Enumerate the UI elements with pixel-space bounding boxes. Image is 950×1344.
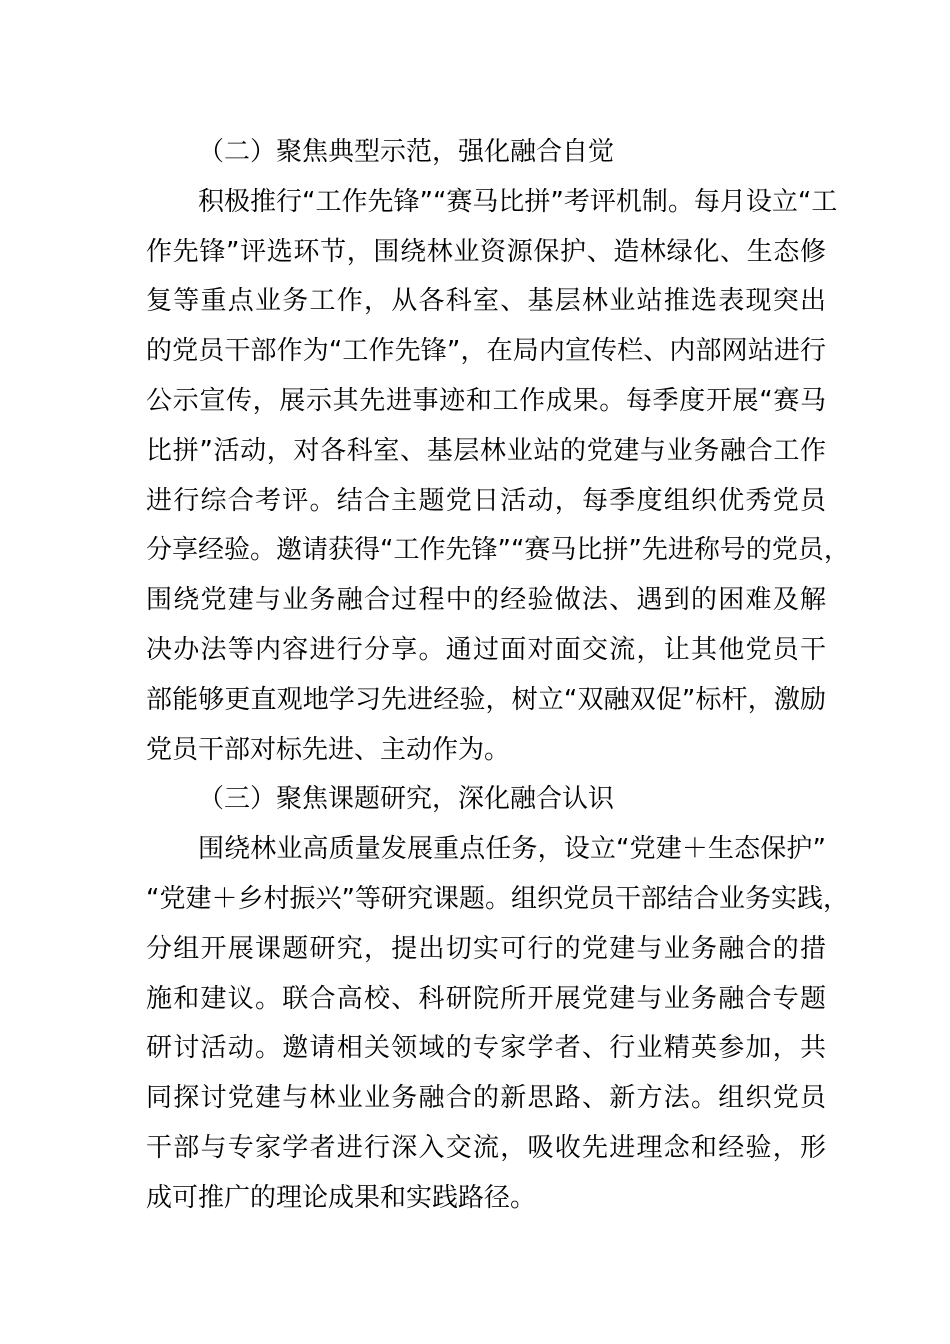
paragraph-line: 干部与专家学者进行深入交流，吸收先进理念和经验，形 xyxy=(146,1132,826,1163)
section-heading-3: （三）聚焦课题研究，深化融合认识 xyxy=(198,784,615,815)
paragraph-line: 同探讨党建与林业业务融合的新思路、新方法。组织党员 xyxy=(146,1083,826,1114)
paragraph-line: 施和建议。联合高校、科研院所开展党建与业务融合专题 xyxy=(146,983,826,1014)
paragraph-line: 围绕林业高质量发展重点任务，设立“党建＋生态保护” xyxy=(198,834,826,865)
paragraph-line: 研讨活动。邀请相关领域的专家学者、行业精英参加，共 xyxy=(146,1033,826,1064)
paragraph-line: 的党员干部作为“工作先锋”，在局内宣传栏、内部网站进行 xyxy=(146,336,826,367)
section-2-paragraph xyxy=(146,178,850,776)
paragraph-line: 复等重点业务工作，从各科室、基层林业站推选表现突出 xyxy=(146,286,826,317)
paragraph-line: 党员干部对标先进、主动作为。 xyxy=(146,734,511,765)
paragraph-line: 分享经验。邀请获得“工作先锋”“赛马比拼”先进称号的党员， xyxy=(146,535,850,566)
paragraph-line: 进行综合考评。结合主题党日活动，每季度组织优秀党员 xyxy=(146,485,826,516)
document-body xyxy=(146,128,850,1224)
paragraph-line: 围绕党建与业务融合过程中的经验做法、遇到的困难及解 xyxy=(146,585,826,616)
paragraph-line: 比拼”活动，对各科室、基层林业站的党建与业务融合工作 xyxy=(146,435,826,466)
paragraph-line: 部能够更直观地学习先进经验，树立“双融双促”标杆，激励 xyxy=(146,684,826,715)
paragraph-line: 决办法等内容进行分享。通过面对面交流，让其他党员干 xyxy=(146,634,826,665)
paragraph-line: 公示宣传，展示其先进事迹和工作成果。每季度开展“赛马 xyxy=(146,385,826,416)
section-heading-2: （二）聚焦典型示范，强化融合自觉 xyxy=(198,137,615,167)
paragraph-line: “党建＋乡村振兴”等研究课题。组织党员干部结合业务实践， xyxy=(146,883,849,914)
paragraph-line: 积极推行“工作先锋”“赛马比拼”考评机制。每月设立“工 xyxy=(198,186,838,217)
paragraph-line: 成可推广的理论成果和实践路径。 xyxy=(146,1182,537,1213)
paragraph-line: 作先锋”评选环节，围绕林业资源保护、造林绿化、生态修 xyxy=(146,236,826,267)
paragraph-line: 分组开展课题研究，提出切实可行的党建与业务融合的措 xyxy=(146,933,826,964)
section-3-paragraph xyxy=(146,825,849,1223)
